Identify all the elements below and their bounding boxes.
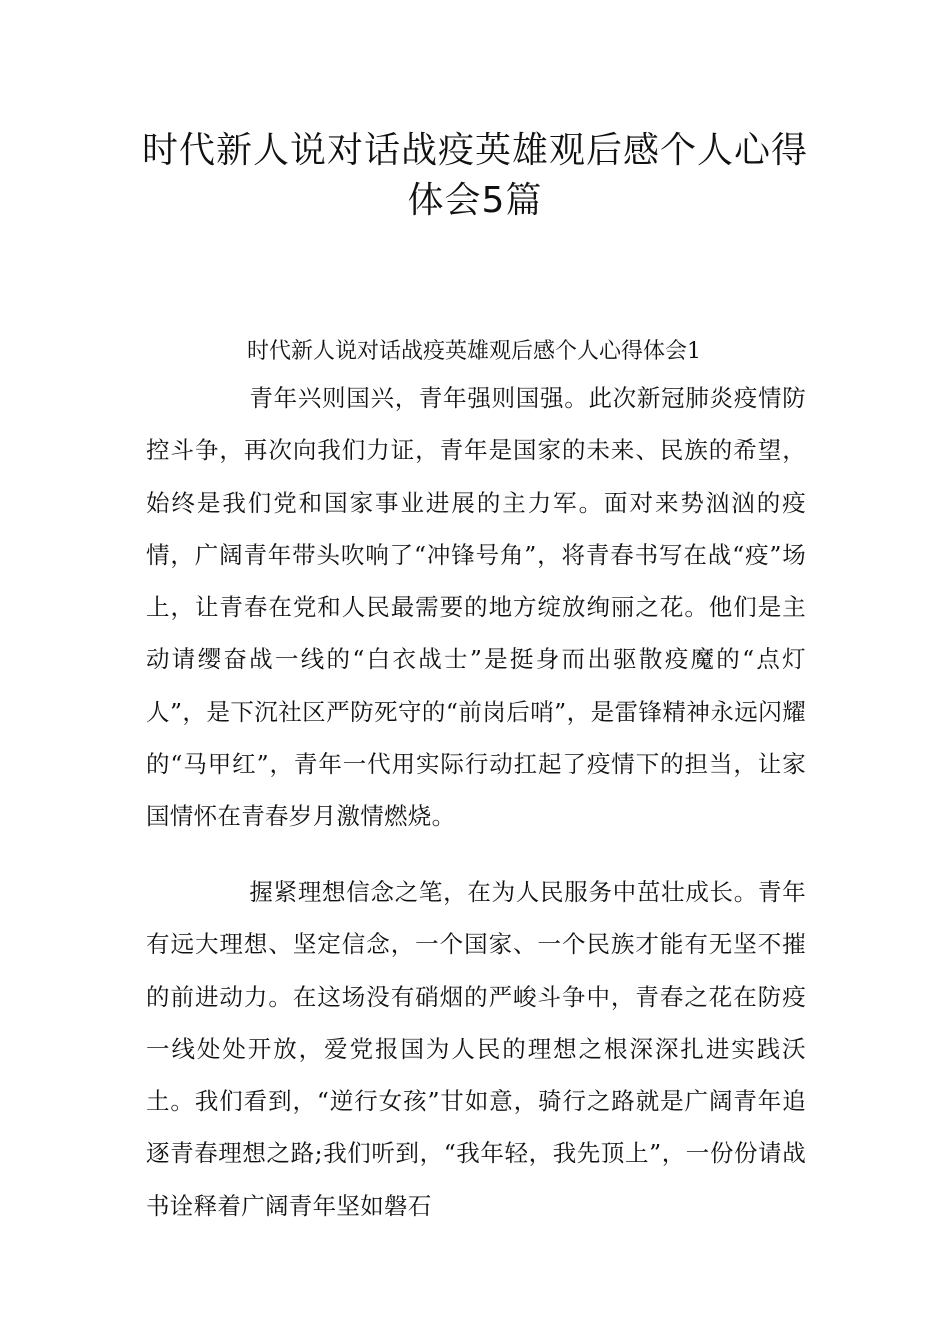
document-title: 时代新人说对话战疫英雄观后感个人心得体会5篇 xyxy=(141,130,808,221)
body-paragraph-2: 握紧理想信念之笔，在为人民服务中茁壮成长。青年有远大理想、坚定信念，一个国家、一个民族才能有无坚不摧的前进动力。在这场没有硝烟的严峻斗争中，青春之花在防疫一线处处开放，爱党报国为人民的理想之根深深扎进实践沃土。我们看到，“逆行女孩”甘如意，骑行之路就是广阔青年追逐青春理想之路;我们听到，“我年轻，我先顶上”，一份份请战书诠释着广阔青年坚如磐石 xyxy=(146,878,806,1220)
body-paragraph-1: 青年兴则国兴，青年强则国强。此次新冠肺炎疫情防控斗争，再次向我们力证，青年是国家的未来、民族的希望，始终是我们党和国家事业进展的主力军。面对来势汹汹的疫情，广阔青年带头吹响了“冲锋号角”，将青春书写在战“疫”场上，让青春在党和人民最需要的地方绽放绚丽之花。他们是主动请缨奋战一线的“白衣战士”是挺身而出驱散疫魔的“点灯人”，是下沉社区严防死守的“前岗后哨”，是雷锋精神永远闪耀的“马甲红”，青年一代用实际行动扛起了疫情下的担当，让家国情怀在青春岁月激情燃烧。 xyxy=(146,384,806,831)
section-subtitle: 时代新人说对话战疫英雄观后感个人心得体会1 xyxy=(247,339,701,364)
